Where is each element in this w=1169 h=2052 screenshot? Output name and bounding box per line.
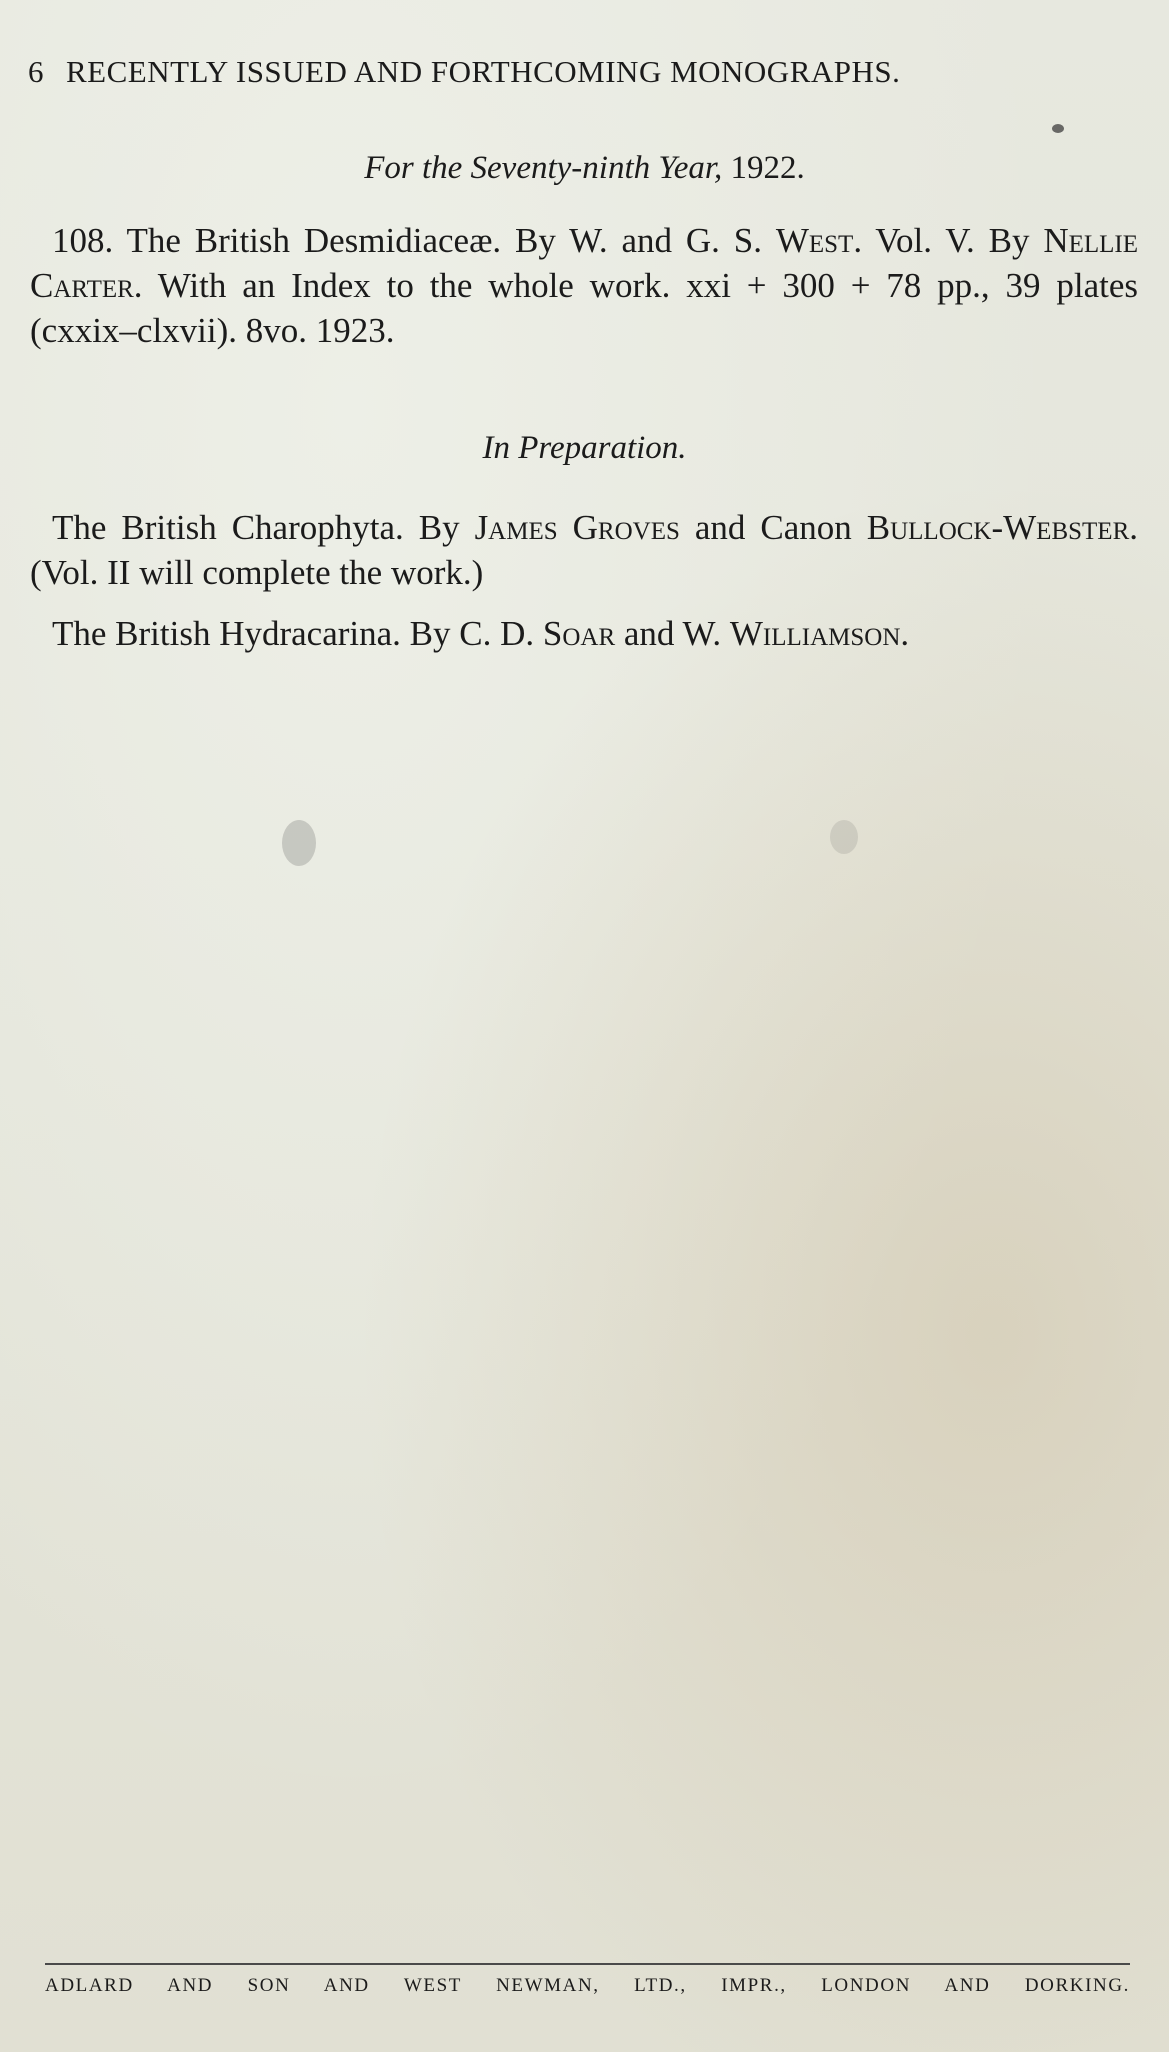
page-stain	[830, 820, 858, 854]
entry-text: and Canon	[679, 508, 867, 547]
author-name: Bullock-Webster	[866, 508, 1130, 547]
entry-text: . With an Index to the whole work. xxi + 300 + 78 pp., 39 plates (cxxix–clxvii). 8vo. 1923.	[30, 266, 1138, 350]
entry-text: 108. The British Desmidiaceæ. By W. and G. S.	[52, 221, 776, 260]
printer-imprint: ADLARD AND SON AND WEST NEWMAN, LTD., IMPR., LONDON AND DORKING.	[45, 1975, 1130, 1996]
author-name: Soar	[542, 614, 616, 653]
page-stain	[282, 820, 316, 866]
running-head	[28, 54, 1118, 90]
entry-text: . (Vol. II will complete the work.)	[30, 508, 1138, 592]
section-heading-issued	[0, 150, 1169, 187]
entry-text: .	[900, 614, 910, 653]
author-name: West	[775, 221, 854, 260]
entry-text: The British Hydracarina. By C. D.	[52, 614, 543, 653]
monograph-entry-108	[30, 218, 1138, 353]
page-number: 6	[28, 54, 44, 89]
section-heading-issued-year: 1922.	[722, 150, 805, 186]
author-name: Nellie Carter	[30, 221, 1138, 305]
monograph-entry-hydracarina	[30, 611, 1138, 656]
entry-text: and W.	[615, 614, 730, 653]
entry-text: . Vol. V. By	[853, 221, 1044, 260]
monograph-entry-charophyta	[30, 505, 1138, 595]
author-name: Williamson	[729, 614, 901, 653]
section-heading-preparation: In Preparation.	[482, 430, 687, 466]
section-heading-issued-italic: For the Seventy-ninth Year,	[364, 150, 723, 186]
footer-rule	[45, 1963, 1130, 1965]
ink-speck	[1052, 124, 1064, 133]
running-head-title: RECENTLY ISSUED AND FORTHCOMING MONOGRAPHS.	[66, 54, 901, 89]
entry-text: The British Charophyta. By	[52, 508, 475, 547]
author-name: James Groves	[474, 508, 680, 547]
